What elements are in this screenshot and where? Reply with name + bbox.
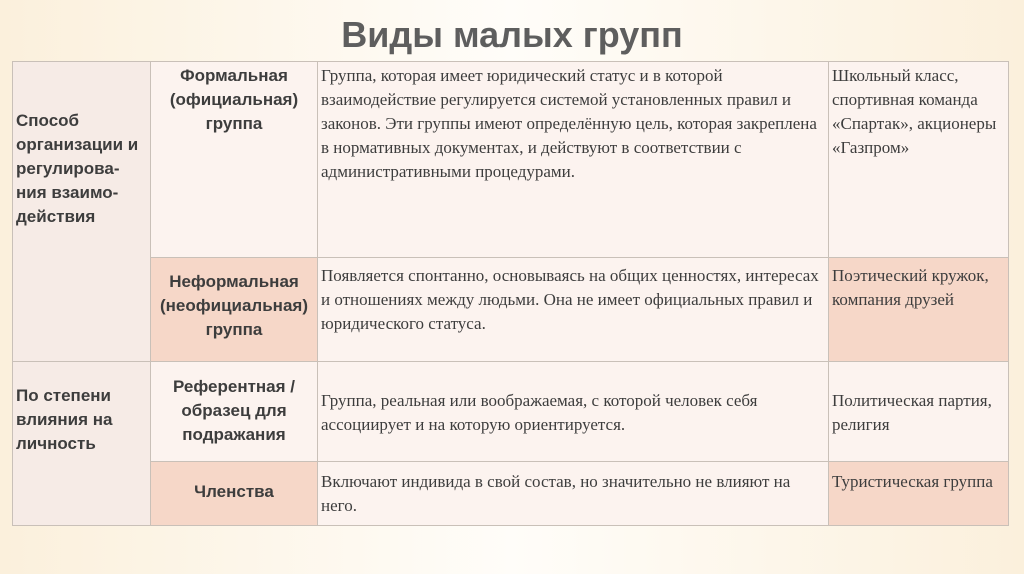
group-example: Школьный класс, спортивная команда «Спартак», акционеры «Газпром» <box>829 62 1009 258</box>
group-example: Политическая партия, религия <box>829 362 1009 462</box>
group-example: Туристическая группа <box>829 462 1009 526</box>
table-row <box>13 62 1009 258</box>
group-example: Поэтический кружок, компания друзей <box>829 258 1009 362</box>
group-type: Неформальная (неофициальная) группа <box>151 258 318 362</box>
group-description: Появляется спонтанно, основываясь на общих ценностях, интересах и отношениях между людьми. Она не имеет официальных правил и юридического статуса. <box>318 258 829 362</box>
group-type: Формальная (официальная) группа <box>151 62 318 258</box>
group-description: Включают индивида в свой состав, но значительно не влияют на него. <box>318 462 829 526</box>
table-row <box>13 362 1009 462</box>
group-description: Группа, реальная или воображаемая, с которой человек себя ассоциирует и на которую ориентируется. <box>318 362 829 462</box>
table-row <box>13 258 1009 362</box>
row-group-label: По степени влияния на личность <box>13 362 151 526</box>
group-description: Группа, которая имеет юридический статус и в которой взаимодействие регулируется системой установленных правил и законов. Эти группы имеют определённую цель, которая закреплена в нормативных документах, и действуют в соответствии с административными процедурами. <box>318 62 829 258</box>
group-type: Членства <box>151 462 318 526</box>
small-groups-table <box>12 61 1009 526</box>
page-title: Виды малых групп <box>341 14 683 55</box>
group-type: Референтная /образец для подражания <box>151 362 318 462</box>
table-row <box>13 462 1009 526</box>
row-group-label: Способ организации и регулирова-ния взаимо-действия <box>13 62 151 362</box>
